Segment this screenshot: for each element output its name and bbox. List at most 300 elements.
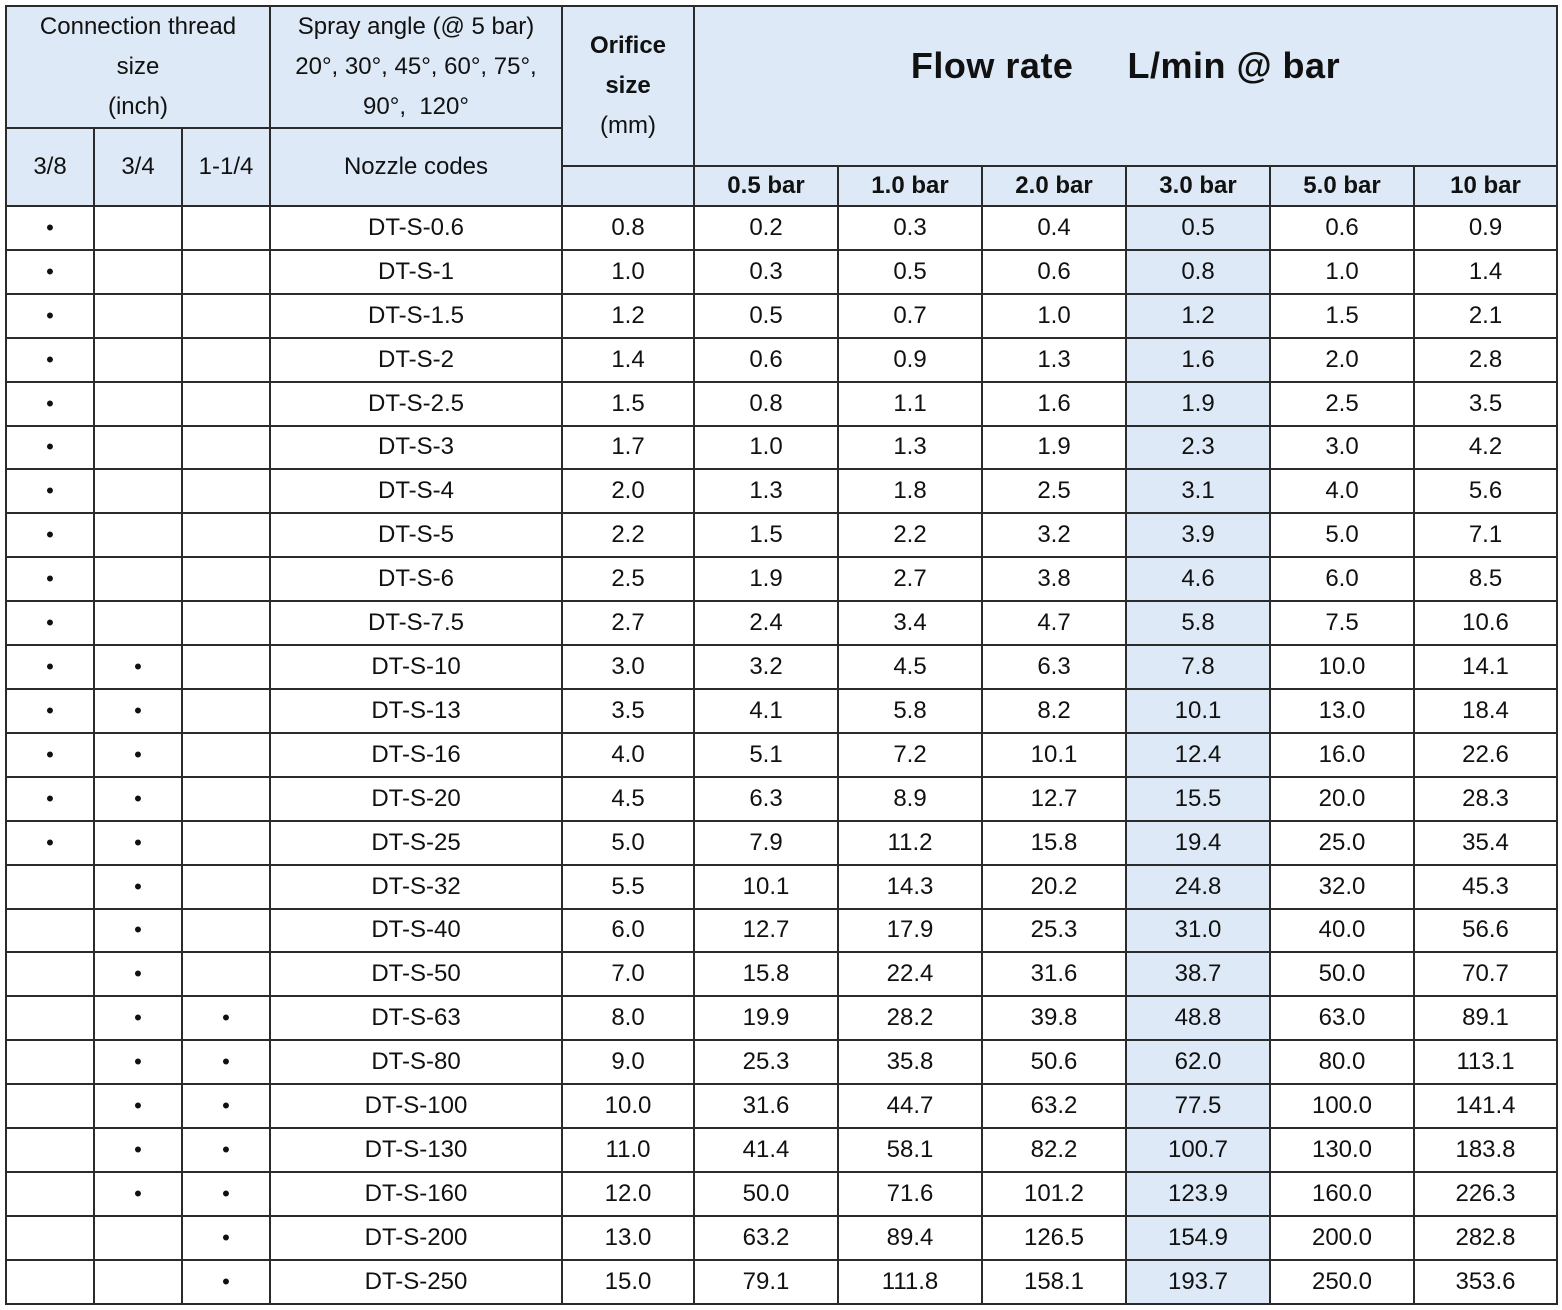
thread-3-8-cell bbox=[6, 996, 94, 1040]
flow-cell-10-bar: 5.6 bbox=[1414, 469, 1557, 513]
table-row bbox=[6, 513, 1557, 557]
thread-1-1-4-cell bbox=[182, 996, 270, 1040]
nozzle-code-cell: DT-S-7.5 bbox=[270, 601, 562, 645]
flow-cell-5-0-bar: 10.0 bbox=[1270, 645, 1414, 689]
flow-cell-2-0-bar: 20.2 bbox=[982, 865, 1126, 909]
nozzle-code-cell: DT-S-50 bbox=[270, 952, 562, 996]
flow-cell-1-0-bar: 17.9 bbox=[838, 909, 982, 953]
nozzle-code-cell: DT-S-250 bbox=[270, 1260, 562, 1304]
table-row bbox=[6, 1040, 1557, 1084]
flow-cell-2-0-bar: 1.6 bbox=[982, 382, 1126, 426]
thread-1-1-4-cell bbox=[182, 865, 270, 909]
thread-1-1-4-cell bbox=[182, 821, 270, 865]
orifice-size-cell: 1.5 bbox=[562, 382, 694, 426]
orifice-line-3: (mm) bbox=[600, 112, 656, 139]
thread-3-4-cell bbox=[94, 865, 182, 909]
thread-3-4-cell bbox=[94, 426, 182, 470]
availability-dot: • bbox=[222, 1224, 230, 1250]
flow-cell-0-5-bar: 5.1 bbox=[694, 733, 838, 777]
thread-1-1-4-cell bbox=[182, 909, 270, 953]
thread-3-4-cell bbox=[94, 338, 182, 382]
thread-3-8-cell bbox=[6, 338, 94, 382]
flow-cell-1-0-bar: 5.8 bbox=[838, 689, 982, 733]
flow-cell-0-5-bar: 1.3 bbox=[694, 469, 838, 513]
pressure-header-2-0-bar: 2.0 bar bbox=[982, 166, 1126, 206]
orifice-size-cell: 5.0 bbox=[562, 821, 694, 865]
flow-cell-0-5-bar: 41.4 bbox=[694, 1128, 838, 1172]
availability-dot: • bbox=[46, 390, 54, 416]
pressure-header-10-bar: 10 bar bbox=[1414, 166, 1557, 206]
table-row bbox=[6, 469, 1557, 513]
flow-cell-10-bar: 4.2 bbox=[1414, 426, 1557, 470]
thread-size-3-8-header: 3/8 bbox=[6, 128, 94, 206]
orifice-size-cell: 1.7 bbox=[562, 426, 694, 470]
flow-cell-3-0-bar: 154.9 bbox=[1126, 1216, 1270, 1260]
availability-dot: • bbox=[46, 346, 54, 372]
thread-3-4-cell bbox=[94, 952, 182, 996]
table-row bbox=[6, 1172, 1557, 1216]
flow-cell-5-0-bar: 3.0 bbox=[1270, 426, 1414, 470]
thread-3-4-cell bbox=[94, 1216, 182, 1260]
nozzle-code-cell: DT-S-10 bbox=[270, 645, 562, 689]
availability-dot: • bbox=[134, 697, 142, 723]
flow-cell-3-0-bar: 62.0 bbox=[1126, 1040, 1270, 1084]
thread-3-8-cell bbox=[6, 1128, 94, 1172]
availability-dot: • bbox=[134, 741, 142, 767]
table-row bbox=[6, 777, 1557, 821]
flow-cell-0-5-bar: 4.1 bbox=[694, 689, 838, 733]
flow-cell-2-0-bar: 2.5 bbox=[982, 469, 1126, 513]
thread-1-1-4-cell bbox=[182, 777, 270, 821]
flow-cell-1-0-bar: 0.3 bbox=[838, 206, 982, 250]
nozzle-code-cell: DT-S-200 bbox=[270, 1216, 562, 1260]
flow-cell-2-0-bar: 25.3 bbox=[982, 909, 1126, 953]
availability-dot: • bbox=[134, 1136, 142, 1162]
flow-cell-0-5-bar: 1.5 bbox=[694, 513, 838, 557]
pressure-header-3-0-bar: 3.0 bar bbox=[1126, 166, 1270, 206]
flow-cell-0-5-bar: 0.3 bbox=[694, 250, 838, 294]
availability-dot: • bbox=[46, 785, 54, 811]
orifice-size-cell: 2.7 bbox=[562, 601, 694, 645]
availability-dot: • bbox=[222, 1180, 230, 1206]
flow-cell-2-0-bar: 0.6 bbox=[982, 250, 1126, 294]
thread-3-8-cell bbox=[6, 952, 94, 996]
flow-cell-5-0-bar: 13.0 bbox=[1270, 689, 1414, 733]
thread-3-8-cell bbox=[6, 601, 94, 645]
flow-cell-10-bar: 141.4 bbox=[1414, 1084, 1557, 1128]
flow-cell-2-0-bar: 10.1 bbox=[982, 733, 1126, 777]
thread-3-8-cell bbox=[6, 689, 94, 733]
thread-3-4-cell bbox=[94, 909, 182, 953]
nozzle-code-cell: DT-S-40 bbox=[270, 909, 562, 953]
flow-cell-2-0-bar: 15.8 bbox=[982, 821, 1126, 865]
nozzle-flow-table-container bbox=[5, 5, 1558, 1305]
availability-dot: • bbox=[134, 785, 142, 811]
thread-3-8-cell bbox=[6, 382, 94, 426]
pressure-header-5-0-bar: 5.0 bar bbox=[1270, 166, 1414, 206]
flow-cell-1-0-bar: 7.2 bbox=[838, 733, 982, 777]
flow-cell-10-bar: 226.3 bbox=[1414, 1172, 1557, 1216]
nozzle-code-cell: DT-S-13 bbox=[270, 689, 562, 733]
thread-3-8-cell bbox=[6, 250, 94, 294]
availability-dot: • bbox=[222, 1136, 230, 1162]
thread-1-1-4-cell bbox=[182, 206, 270, 250]
flow-cell-3-0-bar: 31.0 bbox=[1126, 909, 1270, 953]
flow-cell-5-0-bar: 160.0 bbox=[1270, 1172, 1414, 1216]
spray-angle-line-2: 20°, 30°, 45°, 60°, 75°, bbox=[295, 53, 537, 80]
flow-cell-3-0-bar: 193.7 bbox=[1126, 1260, 1270, 1304]
availability-dot: • bbox=[222, 1049, 230, 1075]
flow-cell-10-bar: 0.9 bbox=[1414, 206, 1557, 250]
nozzle-code-cell: DT-S-16 bbox=[270, 733, 562, 777]
pressure-header-1-0-bar: 1.0 bar bbox=[838, 166, 982, 206]
orifice-size-cell: 1.0 bbox=[562, 250, 694, 294]
flow-cell-2-0-bar: 3.2 bbox=[982, 513, 1126, 557]
thread-3-4-cell bbox=[94, 1260, 182, 1304]
nozzle-code-cell: DT-S-100 bbox=[270, 1084, 562, 1128]
table-row bbox=[6, 952, 1557, 996]
flow-cell-3-0-bar: 38.7 bbox=[1126, 952, 1270, 996]
table-row bbox=[6, 1260, 1557, 1304]
flow-cell-3-0-bar: 3.1 bbox=[1126, 469, 1270, 513]
flow-cell-2-0-bar: 50.6 bbox=[982, 1040, 1126, 1084]
nozzle-code-cell: DT-S-0.6 bbox=[270, 206, 562, 250]
availability-dot: • bbox=[222, 1268, 230, 1294]
flow-cell-5-0-bar: 1.0 bbox=[1270, 250, 1414, 294]
availability-dot: • bbox=[46, 741, 54, 767]
flow-cell-5-0-bar: 4.0 bbox=[1270, 469, 1414, 513]
nozzle-code-cell: DT-S-6 bbox=[270, 557, 562, 601]
orifice-size-header bbox=[562, 6, 694, 166]
table-row bbox=[6, 1216, 1557, 1260]
thread-3-4-cell bbox=[94, 250, 182, 294]
flow-cell-1-0-bar: 89.4 bbox=[838, 1216, 982, 1260]
thread-3-4-cell bbox=[94, 601, 182, 645]
thread-3-4-cell bbox=[94, 1128, 182, 1172]
thread-3-8-cell bbox=[6, 865, 94, 909]
flow-rate-unit: L/min @ bar bbox=[1127, 45, 1341, 86]
orifice-size-cell: 6.0 bbox=[562, 909, 694, 953]
nozzle-flow-table bbox=[5, 5, 1558, 1305]
thread-1-1-4-cell bbox=[182, 601, 270, 645]
orifice-size-cell: 13.0 bbox=[562, 1216, 694, 1260]
flow-cell-5-0-bar: 1.5 bbox=[1270, 294, 1414, 338]
flow-cell-5-0-bar: 5.0 bbox=[1270, 513, 1414, 557]
flow-cell-2-0-bar: 39.8 bbox=[982, 996, 1126, 1040]
orifice-size-cell: 15.0 bbox=[562, 1260, 694, 1304]
orifice-size-cell: 8.0 bbox=[562, 996, 694, 1040]
thread-size-3-4-header: 3/4 bbox=[94, 128, 182, 206]
thread-3-8-cell bbox=[6, 206, 94, 250]
orifice-size-cell: 7.0 bbox=[562, 952, 694, 996]
flow-cell-5-0-bar: 63.0 bbox=[1270, 996, 1414, 1040]
flow-cell-5-0-bar: 20.0 bbox=[1270, 777, 1414, 821]
nozzle-codes-header: Nozzle codes bbox=[270, 128, 562, 206]
thread-3-4-cell bbox=[94, 777, 182, 821]
table-row bbox=[6, 382, 1557, 426]
flow-cell-10-bar: 1.4 bbox=[1414, 250, 1557, 294]
flow-cell-3-0-bar: 100.7 bbox=[1126, 1128, 1270, 1172]
table-row bbox=[6, 733, 1557, 777]
flow-cell-0-5-bar: 15.8 bbox=[694, 952, 838, 996]
availability-dot: • bbox=[134, 1180, 142, 1206]
thread-3-8-cell bbox=[6, 645, 94, 689]
flow-cell-0-5-bar: 63.2 bbox=[694, 1216, 838, 1260]
orifice-size-cell: 3.0 bbox=[562, 645, 694, 689]
thread-1-1-4-cell bbox=[182, 645, 270, 689]
flow-cell-3-0-bar: 2.3 bbox=[1126, 426, 1270, 470]
thread-3-8-cell bbox=[6, 909, 94, 953]
flow-cell-10-bar: 45.3 bbox=[1414, 865, 1557, 909]
flow-cell-5-0-bar: 6.0 bbox=[1270, 557, 1414, 601]
table-row bbox=[6, 426, 1557, 470]
flow-cell-0-5-bar: 2.4 bbox=[694, 601, 838, 645]
table-row bbox=[6, 1128, 1557, 1172]
flow-cell-2-0-bar: 31.6 bbox=[982, 952, 1126, 996]
flow-cell-2-0-bar: 101.2 bbox=[982, 1172, 1126, 1216]
thread-3-4-cell bbox=[94, 469, 182, 513]
table-row bbox=[6, 294, 1557, 338]
connection-thread-header bbox=[6, 6, 270, 128]
flow-cell-0-5-bar: 7.9 bbox=[694, 821, 838, 865]
flow-cell-1-0-bar: 2.7 bbox=[838, 557, 982, 601]
connection-thread-line-3: (inch) bbox=[107, 93, 168, 120]
orifice-size-cell: 3.5 bbox=[562, 689, 694, 733]
flow-cell-10-bar: 183.8 bbox=[1414, 1128, 1557, 1172]
flow-cell-10-bar: 282.8 bbox=[1414, 1216, 1557, 1260]
orifice-size-cell: 10.0 bbox=[562, 1084, 694, 1128]
flow-cell-5-0-bar: 7.5 bbox=[1270, 601, 1414, 645]
flow-cell-3-0-bar: 19.4 bbox=[1126, 821, 1270, 865]
table-body bbox=[6, 206, 1557, 1304]
flow-cell-0-5-bar: 0.8 bbox=[694, 382, 838, 426]
flow-cell-3-0-bar: 0.8 bbox=[1126, 250, 1270, 294]
flow-cell-5-0-bar: 80.0 bbox=[1270, 1040, 1414, 1084]
thread-3-8-cell bbox=[6, 1260, 94, 1304]
spray-angle-line-3: 90°, 120° bbox=[363, 93, 469, 120]
flow-cell-1-0-bar: 1.1 bbox=[838, 382, 982, 426]
thread-3-8-cell bbox=[6, 469, 94, 513]
thread-3-8-cell bbox=[6, 513, 94, 557]
thread-3-4-cell bbox=[94, 513, 182, 557]
table-row bbox=[6, 645, 1557, 689]
flow-cell-1-0-bar: 1.8 bbox=[838, 469, 982, 513]
flow-cell-3-0-bar: 1.9 bbox=[1126, 382, 1270, 426]
thread-3-4-cell bbox=[94, 996, 182, 1040]
availability-dot: • bbox=[46, 302, 54, 328]
flow-cell-2-0-bar: 1.9 bbox=[982, 426, 1126, 470]
thread-3-8-cell bbox=[6, 426, 94, 470]
flow-cell-3-0-bar: 15.5 bbox=[1126, 777, 1270, 821]
thread-3-8-cell bbox=[6, 557, 94, 601]
orifice-size-cell: 0.8 bbox=[562, 206, 694, 250]
thread-1-1-4-cell bbox=[182, 1260, 270, 1304]
flow-cell-2-0-bar: 1.3 bbox=[982, 338, 1126, 382]
thread-3-4-cell bbox=[94, 689, 182, 733]
flow-cell-0-5-bar: 25.3 bbox=[694, 1040, 838, 1084]
thread-1-1-4-cell bbox=[182, 1084, 270, 1128]
nozzle-code-cell: DT-S-2 bbox=[270, 338, 562, 382]
orifice-size-cell: 5.5 bbox=[562, 865, 694, 909]
nozzle-code-cell: DT-S-1 bbox=[270, 250, 562, 294]
flow-cell-1-0-bar: 14.3 bbox=[838, 865, 982, 909]
flow-cell-1-0-bar: 111.8 bbox=[838, 1260, 982, 1304]
flow-cell-2-0-bar: 158.1 bbox=[982, 1260, 1126, 1304]
flow-cell-5-0-bar: 2.5 bbox=[1270, 382, 1414, 426]
nozzle-code-cell: DT-S-32 bbox=[270, 865, 562, 909]
thread-3-4-cell bbox=[94, 821, 182, 865]
flow-cell-0-5-bar: 0.5 bbox=[694, 294, 838, 338]
flow-rate-title: Flow rate bbox=[910, 45, 1074, 86]
nozzle-code-cell: DT-S-63 bbox=[270, 996, 562, 1040]
thread-3-4-cell bbox=[94, 1084, 182, 1128]
thread-1-1-4-cell bbox=[182, 952, 270, 996]
flow-cell-0-5-bar: 3.2 bbox=[694, 645, 838, 689]
flow-cell-10-bar: 353.6 bbox=[1414, 1260, 1557, 1304]
thread-1-1-4-cell bbox=[182, 733, 270, 777]
availability-dot: • bbox=[134, 873, 142, 899]
flow-cell-1-0-bar: 2.2 bbox=[838, 513, 982, 557]
flow-cell-3-0-bar: 3.9 bbox=[1126, 513, 1270, 557]
flow-cell-10-bar: 35.4 bbox=[1414, 821, 1557, 865]
flow-cell-0-5-bar: 0.6 bbox=[694, 338, 838, 382]
thread-1-1-4-cell bbox=[182, 250, 270, 294]
flow-cell-2-0-bar: 0.4 bbox=[982, 206, 1126, 250]
availability-dot: • bbox=[134, 654, 142, 680]
flow-cell-10-bar: 56.6 bbox=[1414, 909, 1557, 953]
flow-cell-3-0-bar: 48.8 bbox=[1126, 996, 1270, 1040]
flow-cell-10-bar: 14.1 bbox=[1414, 645, 1557, 689]
table-row bbox=[6, 206, 1557, 250]
flow-cell-10-bar: 3.5 bbox=[1414, 382, 1557, 426]
flow-cell-1-0-bar: 0.9 bbox=[838, 338, 982, 382]
thread-3-8-cell bbox=[6, 1172, 94, 1216]
connection-thread-line-1: Connection thread bbox=[39, 13, 237, 40]
table-row bbox=[6, 1084, 1557, 1128]
flow-cell-10-bar: 89.1 bbox=[1414, 996, 1557, 1040]
thread-3-4-cell bbox=[94, 733, 182, 777]
table-row bbox=[6, 865, 1557, 909]
nozzle-code-cell: DT-S-5 bbox=[270, 513, 562, 557]
thread-3-8-cell bbox=[6, 733, 94, 777]
availability-dot: • bbox=[46, 522, 54, 548]
thread-3-4-cell bbox=[94, 1172, 182, 1216]
thread-3-8-cell bbox=[6, 1040, 94, 1084]
nozzle-code-cell: DT-S-3 bbox=[270, 426, 562, 470]
thread-3-4-cell bbox=[94, 645, 182, 689]
flow-cell-1-0-bar: 11.2 bbox=[838, 821, 982, 865]
nozzle-code-cell: DT-S-25 bbox=[270, 821, 562, 865]
flow-cell-0-5-bar: 79.1 bbox=[694, 1260, 838, 1304]
flow-cell-3-0-bar: 12.4 bbox=[1126, 733, 1270, 777]
availability-dot: • bbox=[46, 434, 54, 460]
flow-cell-1-0-bar: 1.3 bbox=[838, 426, 982, 470]
flow-cell-10-bar: 7.1 bbox=[1414, 513, 1557, 557]
flow-cell-5-0-bar: 50.0 bbox=[1270, 952, 1414, 996]
thread-3-4-cell bbox=[94, 382, 182, 426]
table-row bbox=[6, 909, 1557, 953]
flow-cell-3-0-bar: 24.8 bbox=[1126, 865, 1270, 909]
orifice-size-cell: 2.0 bbox=[562, 469, 694, 513]
flow-cell-3-0-bar: 77.5 bbox=[1126, 1084, 1270, 1128]
flow-cell-1-0-bar: 8.9 bbox=[838, 777, 982, 821]
orifice-size-cell: 2.2 bbox=[562, 513, 694, 557]
thread-3-4-cell bbox=[94, 1040, 182, 1084]
flow-cell-0-5-bar: 1.9 bbox=[694, 557, 838, 601]
flow-cell-3-0-bar: 10.1 bbox=[1126, 689, 1270, 733]
flow-cell-0-5-bar: 50.0 bbox=[694, 1172, 838, 1216]
thread-3-8-cell bbox=[6, 294, 94, 338]
flow-cell-2-0-bar: 4.7 bbox=[982, 601, 1126, 645]
thread-1-1-4-cell bbox=[182, 338, 270, 382]
flow-cell-5-0-bar: 32.0 bbox=[1270, 865, 1414, 909]
orifice-size-cell: 12.0 bbox=[562, 1172, 694, 1216]
availability-dot: • bbox=[46, 214, 54, 240]
thread-3-4-cell bbox=[94, 294, 182, 338]
flow-cell-2-0-bar: 63.2 bbox=[982, 1084, 1126, 1128]
availability-dot: • bbox=[46, 258, 54, 284]
spray-angle-line-1: Spray angle (@ 5 bar) bbox=[297, 13, 535, 40]
flow-cell-1-0-bar: 71.6 bbox=[838, 1172, 982, 1216]
orifice-line-2: size bbox=[605, 72, 651, 99]
flow-cell-5-0-bar: 16.0 bbox=[1270, 733, 1414, 777]
availability-dot: • bbox=[222, 1093, 230, 1119]
orifice-size-cell: 1.2 bbox=[562, 294, 694, 338]
flow-cell-5-0-bar: 250.0 bbox=[1270, 1260, 1414, 1304]
nozzle-code-cell: DT-S-80 bbox=[270, 1040, 562, 1084]
nozzle-code-cell: DT-S-160 bbox=[270, 1172, 562, 1216]
table-row bbox=[6, 557, 1557, 601]
availability-dot: • bbox=[46, 566, 54, 592]
orifice-size-cell: 2.5 bbox=[562, 557, 694, 601]
thread-1-1-4-cell bbox=[182, 382, 270, 426]
table-row bbox=[6, 689, 1557, 733]
thread-1-1-4-cell bbox=[182, 689, 270, 733]
flow-cell-10-bar: 70.7 bbox=[1414, 952, 1557, 996]
flow-cell-10-bar: 28.3 bbox=[1414, 777, 1557, 821]
flow-cell-1-0-bar: 22.4 bbox=[838, 952, 982, 996]
availability-dot: • bbox=[46, 478, 54, 504]
flow-cell-5-0-bar: 130.0 bbox=[1270, 1128, 1414, 1172]
availability-dot: • bbox=[134, 1093, 142, 1119]
thread-1-1-4-cell bbox=[182, 1216, 270, 1260]
flow-cell-1-0-bar: 0.7 bbox=[838, 294, 982, 338]
spray-angle-header bbox=[270, 6, 562, 128]
orifice-size-cell: 1.4 bbox=[562, 338, 694, 382]
flow-cell-5-0-bar: 40.0 bbox=[1270, 909, 1414, 953]
nozzle-code-cell: DT-S-4 bbox=[270, 469, 562, 513]
flow-cell-5-0-bar: 2.0 bbox=[1270, 338, 1414, 382]
flow-cell-10-bar: 113.1 bbox=[1414, 1040, 1557, 1084]
flow-cell-0-5-bar: 12.7 bbox=[694, 909, 838, 953]
thread-3-8-cell bbox=[6, 777, 94, 821]
nozzle-code-cell: DT-S-130 bbox=[270, 1128, 562, 1172]
flow-cell-3-0-bar: 7.8 bbox=[1126, 645, 1270, 689]
flow-cell-2-0-bar: 6.3 bbox=[982, 645, 1126, 689]
pressure-header-0-5-bar: 0.5 bar bbox=[694, 166, 838, 206]
thread-1-1-4-cell bbox=[182, 1128, 270, 1172]
orifice-size-cell: 9.0 bbox=[562, 1040, 694, 1084]
thread-1-1-4-cell bbox=[182, 469, 270, 513]
availability-dot: • bbox=[134, 917, 142, 943]
flow-cell-5-0-bar: 0.6 bbox=[1270, 206, 1414, 250]
flow-cell-5-0-bar: 200.0 bbox=[1270, 1216, 1414, 1260]
flow-cell-3-0-bar: 4.6 bbox=[1126, 557, 1270, 601]
flow-cell-1-0-bar: 0.5 bbox=[838, 250, 982, 294]
thread-1-1-4-cell bbox=[182, 1172, 270, 1216]
flow-cell-1-0-bar: 35.8 bbox=[838, 1040, 982, 1084]
table-row bbox=[6, 338, 1557, 382]
